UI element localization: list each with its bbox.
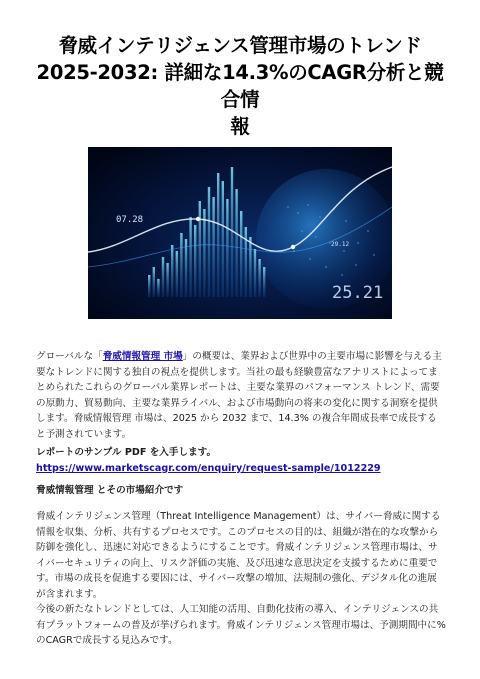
hero-bar xyxy=(153,267,155,297)
market-link[interactable]: 脅威情報管理 市場 xyxy=(102,351,183,362)
hero-bar xyxy=(245,227,247,297)
hero-bar xyxy=(212,197,214,297)
title-line-2: 2025-2032: 詳細な14.3%のCAGR分析と競合情 xyxy=(36,61,444,111)
hero-bar xyxy=(254,249,256,297)
sample-pdf-link[interactable]: https://www.marketscagr.com/enquiry/request-sample/1012229 xyxy=(36,462,381,474)
hero-bar xyxy=(240,211,242,297)
intro-body: 」の概要は、業界および世界中の主要市場に影響を与える主要なトレンドに関する独自の視点を提供します。当社の最も経験豊富なアナリストによってまとめられたこれらのグローバル業界レポートは、主要な業界のパフォーマンス トレンド、需要の原動力、貿易動向、主要な業界ライバル、および市場動向の将来の変化に関する洞察を提供します。脅威情報管理 市場は、2025 から 2032 まで、14.3% の複合年間成長率で成長すると予測されています。 xyxy=(36,351,442,440)
hero-bar xyxy=(203,209,205,297)
hero-bar xyxy=(166,263,168,297)
trends-paragraph: 今後の新たなトレンドとしては、人工知能の活用、自動化技術の導入、インテリジェンスの共有プラットフォームの普及が挙げられます。脅威インテリジェンス管理市場は、予測期間中に%のCAGRで成長する見込みです。 xyxy=(36,604,446,647)
hero-bar xyxy=(249,237,251,297)
hero-bar xyxy=(263,267,265,297)
hero-bar xyxy=(199,201,201,297)
hero-bar xyxy=(180,233,182,297)
hero-image xyxy=(88,147,392,319)
section-heading: 脅威情報管理 とその市場紹介です xyxy=(36,485,184,496)
hero-bar xyxy=(222,181,224,297)
intro-paragraph xyxy=(36,349,446,443)
document-title xyxy=(28,32,452,140)
hero-bar xyxy=(157,279,159,297)
hero-bar xyxy=(171,245,173,297)
hero-label-left: 07.28 xyxy=(116,215,144,225)
sample-pdf-label: レポートのサンプル PDF を入手します。 xyxy=(36,447,217,458)
hero-bar xyxy=(194,225,196,297)
hero-label-bottom: 25.21 xyxy=(332,283,384,303)
title-line-1: 脅威インテリジェンス管理市場のトレンド xyxy=(58,34,422,57)
hero-bar xyxy=(235,189,237,297)
hero-bar xyxy=(148,275,150,297)
intro-prefix: グローバルな「 xyxy=(36,351,103,362)
hero-bar xyxy=(176,251,178,297)
title-line-3: 報 xyxy=(230,115,250,138)
hero-bar xyxy=(208,187,210,297)
hero-bar xyxy=(185,239,187,297)
hero-bar xyxy=(162,257,164,297)
hero-bar xyxy=(258,259,260,297)
sample-pdf-paragraph xyxy=(36,445,446,476)
hero-bar xyxy=(189,217,191,297)
hero-bar xyxy=(226,199,228,297)
hero-bar xyxy=(217,173,219,297)
definition-paragraph: 脅威インテリジェンス管理（Threat Intelligence Management）は、サイバー脅威に関する情報を収集、分析、共有するプロセスです。このプロセスの目的は、組織が潜在的な攻撃から防御を強化し、迅速に対応できるようにすることです。脅威インテリジェンス管理市場は、サイバーセキュリティの向上、リスク評価の実施、及び迅速な意思決定を支援するために重要です。市場の成長を促進する要因には、サイバー攻撃の増加、法規制の強化、デジタル化の進展が含まれます。 xyxy=(36,511,441,600)
hero-label-right: 29.12 xyxy=(331,241,350,248)
